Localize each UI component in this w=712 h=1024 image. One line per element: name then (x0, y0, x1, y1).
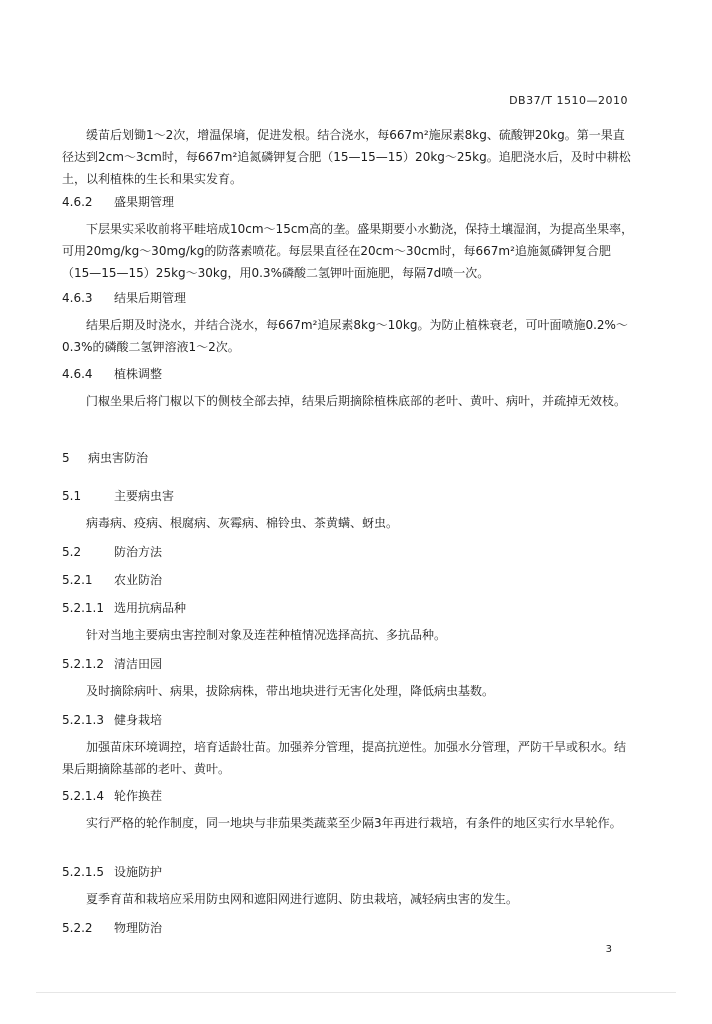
paragraph-peak-fruiting (62, 218, 636, 284)
section-number: 4.6.4 (62, 367, 93, 381)
section-number: 5.2.2 (62, 921, 93, 935)
paragraph-plant-adjustment (62, 390, 636, 412)
section-heading-5-2-1-5 (62, 864, 162, 880)
paragraph-text: 缓苗后划锄1～2次，增温保墒，促进发根。结合浇水，每667m²施尿素8kg、硫酸钾20kg。第一果直径达到2cm～3cm时，每667m²追氮磷钾复合肥（15—15—15）20kg～25kg。追肥浇水后，及时中耕松土，以利植株的生长和果实发育。 (62, 128, 631, 186)
section-number: 5.2.1.4 (62, 789, 104, 803)
section-number: 5.2.1.2 (62, 657, 104, 671)
section-number: 4.6.3 (62, 291, 93, 305)
paragraph-crop-rotation (62, 812, 636, 834)
section-number: 5 (62, 451, 70, 465)
section-heading-5-2 (62, 544, 162, 560)
section-title: 主要病虫害 (114, 489, 175, 503)
section-title: 健身栽培 (114, 713, 163, 727)
section-title: 防治方法 (114, 545, 163, 559)
section-title: 盛果期管理 (114, 195, 175, 209)
paragraph-seedling-fertilization (62, 124, 636, 190)
section-number: 5.2.1.3 (62, 713, 104, 727)
page-edge-line (36, 992, 676, 993)
section-heading-5-1 (62, 488, 174, 504)
paragraph-healthy-cultivation (62, 736, 636, 780)
section-number: 5.2.1.1 (62, 601, 104, 615)
section-heading-4-6-2 (62, 194, 174, 210)
section-title: 设施防护 (114, 865, 163, 879)
section-title: 农业防治 (114, 573, 163, 587)
section-title: 结果后期管理 (114, 291, 187, 305)
paragraph-text: 下层果实采收前将平畦培成10cm～15cm高的垄。盛果期要小水勤浇，保持土壤湿润，为提高坐果率，可用20mg/kg～30mg/kg的防落素喷花。每层果直径在20cm～30cm时，每667m²追施氮磷钾复合肥（15—15—15）25kg～30kg，用0.3%磷酸二氢钾叶面施肥，每隔7d喷一次。 (62, 222, 634, 280)
section-title: 轮作换茬 (114, 789, 163, 803)
paragraph-late-fruiting (62, 314, 636, 358)
section-title: 植株调整 (114, 367, 163, 381)
section-heading-5-2-1 (62, 572, 162, 588)
section-title: 清洁田园 (114, 657, 163, 671)
paragraph-field-cleaning: 及时摘除病叶、病果，拔除病株，带出地块进行无害化处理，降低病虫基数。 (86, 684, 495, 698)
section-heading-5-2-1-3 (62, 712, 162, 728)
section-number: 5.2.1 (62, 573, 93, 587)
section-heading-5-2-1-1 (62, 600, 186, 616)
section-heading-5-2-1-2 (62, 656, 162, 672)
section-title: 选用抗病品种 (114, 601, 187, 615)
section-title: 物理防治 (114, 921, 163, 935)
paragraph-text: 加强苗床环境调控，培育适龄壮苗。加强养分管理，提高抗逆性。加强水分管理，严防干旱或积水。结果后期摘除基部的老叶、黄叶。 (62, 740, 627, 776)
paragraph-text: 结果后期及时浇水，并结合浇水，每667m²追尿素8kg～10kg。为防止植株衰老，可叶面喷施0.2%～0.3%的磷酸二氢钾溶液1～2次。 (62, 318, 628, 354)
page-number: 3 (605, 944, 612, 955)
paragraph-main-pests: 病毒病、疫病、根腐病、灰霉病、棉铃虫、茶黄螨、蚜虫。 (86, 516, 399, 530)
section-heading-4-6-4 (62, 366, 162, 382)
section-heading-5-2-1-4 (62, 788, 162, 804)
section-heading-5 (62, 450, 148, 466)
section-number: 4.6.2 (62, 195, 93, 209)
section-number: 5.1 (62, 489, 82, 503)
section-number: 5.2.1.5 (62, 865, 104, 879)
section-title: 病虫害防治 (88, 451, 149, 465)
paragraph-facility-protection: 夏季育苗和栽培应采用防虫网和遮阳网进行遮阴、防虫栽培，减轻病虫害的发生。 (86, 892, 519, 906)
paragraph-resistant-varieties: 针对当地主要病虫害控制对象及连茬种植情况选择高抗、多抗品种。 (86, 628, 447, 642)
section-heading-4-6-3 (62, 290, 186, 306)
standard-code: DB37/T 1510—2010 (509, 94, 628, 107)
section-heading-5-2-2 (62, 920, 162, 936)
paragraph-text: 实行严格的轮作制度，同一地块与非茄果类蔬菜至少隔3年再进行栽培，有条件的地区实行水旱轮作。 (86, 816, 622, 830)
section-number: 5.2 (62, 545, 82, 559)
paragraph-text: 门椒坐果后将门椒以下的侧枝全部去掉，结果后期摘除植株底部的老叶、黄叶、病叶，并疏掉无效枝。 (86, 394, 627, 408)
